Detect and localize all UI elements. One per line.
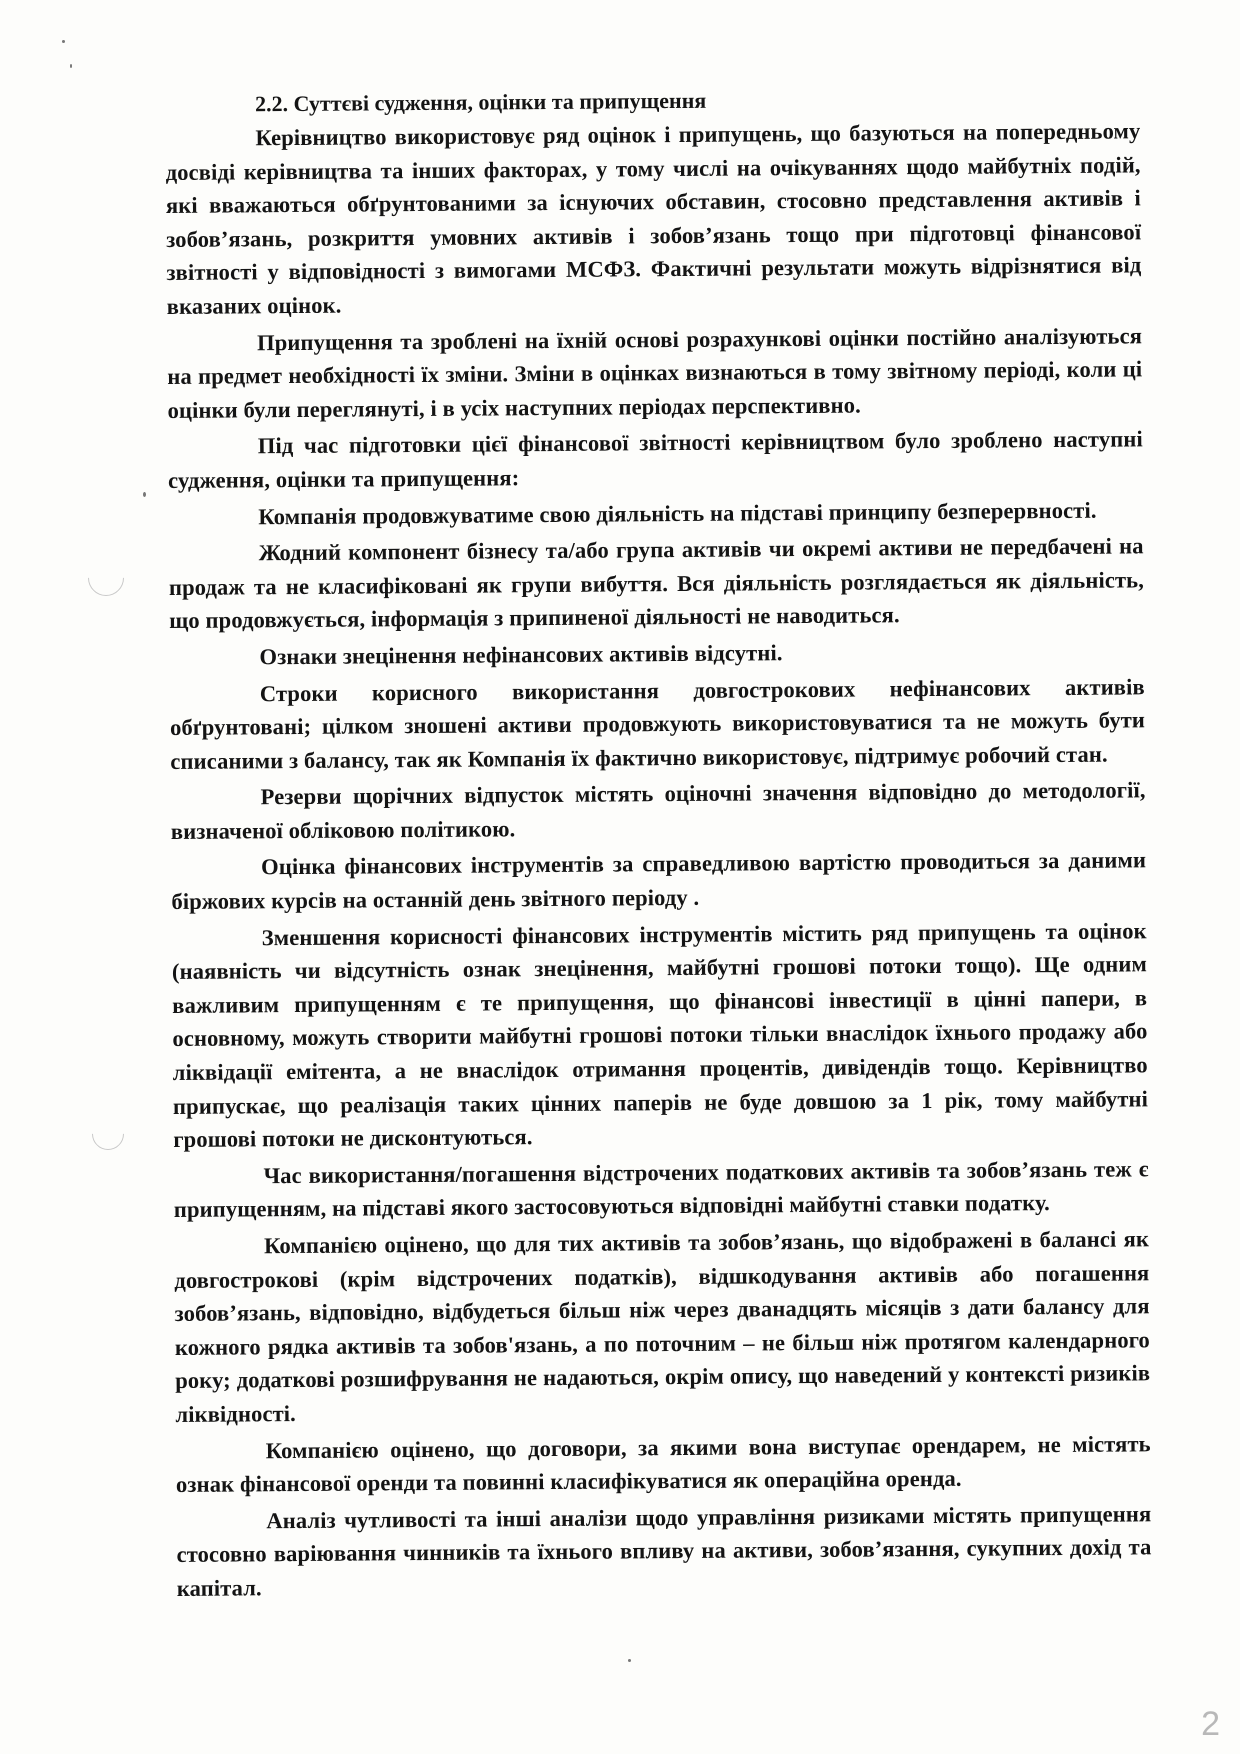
paragraph: Керівництво використовує ряд оцінок і припущень, що базуються на попередньому досвіді керівництва та інших факторах, у тому числі на очікуваннях щодо майбутніх подій, які вважаються обґрунтованими за існуючих обставин, стосовно представлення активів і зобов’язань, розкриття умовних активів і зобов’язань тощо при підготовці фінансової звітності у відповідності з вимогами МСФЗ. Фактичні результати можуть відрізнятися від вказаних оцінок. — [165, 118, 1142, 319]
paragraph: Зменшення корисності фінансових інструментів містить ряд припущень та оцінок (наявність чи відсутність ознак знецінення, майбутні грошові потоки тощо). Ще одним важливим припущенням є те припущення, що фінансові інвестиції в цінні папери, в основному, можуть створити майбутні грошові потоки тільки внаслідок їхнього продажу або ліквідації емітента, а не внаслідок отримання процентів, дивідендів тощо. Керівництво припускає, що реалізація таких цінних паперів не буде довшою за 1 рік, тому майбутні грошові потоки не дисконтуються. — [171, 917, 1149, 1153]
paragraph: Ознаки знецінення нефінансових активів відсутні. — [259, 640, 783, 670]
scan-speck — [628, 1659, 631, 1662]
paragraph: Строки корисного використання довгострокових нефінансових активів обґрунтовані; цілком зношені активи продовжують використовуватися та не можуть бути списаними з балансу, так як Компанія їх фактично використовує, підтримує робочий стан. — [169, 673, 1146, 774]
scan-speck — [143, 492, 146, 497]
scan-artifact-hole-punch-top — [81, 553, 132, 604]
paragraph: Аналіз чутливості та інші аналізи щодо управління ризиками містять припущення стосовно варіювання чинників та їхнього впливу на активи, зобов’язання, сукупних дохід та капітал. — [176, 1501, 1152, 1601]
paragraph: Оцінка фінансових інструментів за справедливою вартістю проводиться за даними біржових курсів на останній день звітного періоду . — [171, 847, 1147, 915]
paragraph: Жодний компонент бізнесу та/або група активів чи окремі активи не передбачені на продаж та не класифіковані як групи вибуття. Вся діяльність розглядається як діяльність, що продовжується, інформація з припиненої діяльності не наводиться. — [168, 533, 1144, 634]
paragraph: Під час підготовки цієї фінансової звітності керівництвом було зроблено наступні судження, оцінки та припущення: — [167, 426, 1143, 493]
paragraph: Час використання/погашення відстрочених податкових активів та зобов’язань теж є припущенням, на підставі якого застосовуються відповідні майбутні ставки податку. — [173, 1156, 1149, 1223]
paragraph: Компанією оцінено, що для тих активів та зобов’язань, що відображені в балансі як довгострокові (крім відстрочених податків), відшкодування активів або погашення зобов’язань, відповідно, відбудеться більш ніж через дванадцять місяців з дати балансу для кожного рядка активів та зобов'язань, а по поточним – не більш ніж протягом календарного року; додаткові розшифрування не надаються, окрім опису, що наведений у контексті ризиків ліквідності. — [174, 1226, 1151, 1427]
paragraph: Компанією оцінено, що договори, за якими вона виступає орендарем, не містять ознак фінансової оренди та повинні класифікуватися як операційна оренда. — [175, 1430, 1151, 1498]
page-number: 2 — [1201, 1705, 1220, 1743]
paragraph: Припущення та зроблені на їхній основі розрахункові оцінки постійно аналізуються на предмет необхідності їх зміни. Зміни в оцінках визнаються в тому звітному періоді, коли ці оцінки були переглянуті, і в усіх наступних періодах перспективно. — [167, 322, 1143, 423]
paragraph: Резерви щорічних відпусток містять оціночні значення відповідно до методології, визначеної обліковою політикою. — [170, 777, 1146, 844]
scan-artifact-hole-punch-bottom — [85, 1111, 130, 1156]
section-heading: 2.2. Суттєві судження, оцінки та припущення — [255, 87, 707, 117]
document-body — [165, 80, 1152, 1608]
scan-speck — [70, 64, 72, 68]
paragraph: Компанія продовжуватиме свою діяльність на підставі принципу безперервності. — [258, 497, 1097, 529]
scan-speck — [62, 40, 65, 43]
